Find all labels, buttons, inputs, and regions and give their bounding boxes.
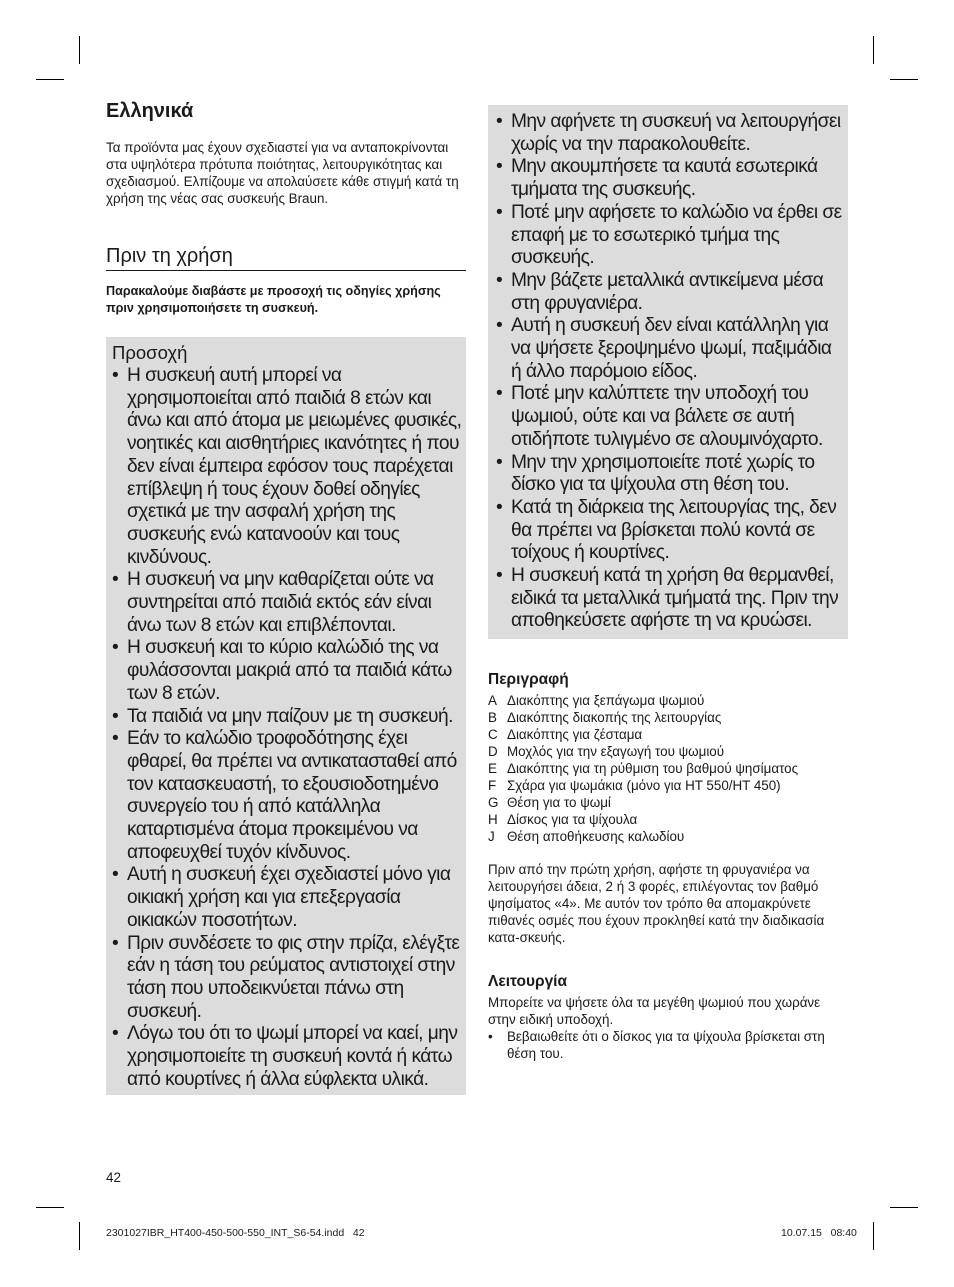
language-heading: Ελληνικά <box>106 100 194 122</box>
crop-mark <box>79 1222 80 1250</box>
operation-list <box>488 1028 848 1062</box>
description-item <box>488 828 848 845</box>
description-item <box>488 726 848 743</box>
description-item <box>488 811 848 828</box>
footer-timestamp: 10.07.15 08:40 <box>781 1227 857 1239</box>
warning-item: • Πριν συνδέσετε το φις στην πρίζα, ελέγξτε εάν η τάση του ρεύματος αντιστοιχεί στην τάση που υποδεικνύεται πάνω στη συσκευή. <box>112 933 462 1024</box>
warning-item: • Αυτή η συσκευή δεν είναι κατάλληλη για να ψήσετε ξεροψημένο ψωμί, παξιμάδια ή άλλο παρόμοιο είδος. <box>496 315 842 383</box>
warning-item: • Εάν το καλώδιο τροφοδότησης έχει φθαρεί, θα πρέπει να αντικατασταθεί από τον κατασκευαστή, το εξουσιοδοτημένο συνεργείο του ή από κατάλληλα καταρτισμένα άτομα προκειμένου να αποφευχθεί τυχόν κίνδυνος. <box>112 728 462 864</box>
warning-item: • Λόγω του ότι το ψωμί μπορεί να καεί, μην χρησιμοποιείτε τη συσκευή κοντά ή κάτω από κουρτίνες ή άλλα εύφλεκτα υλικά. <box>112 1023 462 1091</box>
crop-mark <box>890 1207 918 1208</box>
item-text: Δίσκος για τα ψίχουλα <box>507 812 638 828</box>
item-letter: C <box>488 727 498 743</box>
warning-list <box>112 365 462 1092</box>
warning-item: • Μην ακουμπήσετε τα καυτά εσωτερικά τμήματα της συσκευής. <box>496 156 842 201</box>
description-title: Περιγραφή <box>488 671 569 689</box>
right-column <box>488 105 848 1062</box>
operation-paragraph: Μπορείτε να ψήσετε όλα τα μεγέθη ψωμιού που χωράνε στην ειδική υποδοχή. <box>488 995 821 1028</box>
warning-item: • Κατά τη διάρκεια της λειτουργίας της, δεν θα πρέπει να βρίσκεται πολύ κοντά σε τοίχους ή κουρτίνες. <box>496 497 842 565</box>
item-letter: E <box>488 761 497 777</box>
item-letter: F <box>488 778 497 794</box>
description-item <box>488 709 848 726</box>
warning-item: • Η συσκευή να μην καθαρίζεται ούτε να συντηρείται από παιδιά εκτός εάν είναι άνω των 8 ετών και επιβλέπονται. <box>112 569 462 637</box>
first-use-paragraph: Πριν από την πρώτη χρήση, αφήστε τη φρυγανιέρα να λειτουργήσει άδεια, 2 ή 3 φορές, επιλέγοντας τον βαθμό ψησίματος «4». Με αυτόν τον τρόπο θα απομακρύνετε πιθανές οσμές που έχουν προκληθεί κατά την διαδικασία κατα-σκευής. <box>488 862 825 946</box>
warning-list-continued <box>496 111 842 633</box>
item-letter: D <box>488 744 498 760</box>
item-letter: G <box>488 795 499 811</box>
operation-section <box>488 973 848 1062</box>
warning-item: • Ποτέ μην καλύπτετε την υποδοχή του ψωμιού, ούτε και να βάλετε σε αυτή οτιδήποτε τυλιγμένο σε αλουμινόχαρτο. <box>496 383 842 451</box>
description-item <box>488 760 848 777</box>
warning-item: • Ποτέ μην αφήσετε το καλώδιο να έρθει σε επαφή με το εσωτερικό τμήμα της συσκευής. <box>496 202 842 270</box>
crop-mark <box>36 1207 64 1208</box>
warning-title: Προσοχή <box>112 342 188 363</box>
crop-mark <box>36 79 64 80</box>
item-text: Θέση αποθήκευσης καλωδίου <box>507 829 685 845</box>
warning-item: • Τα παιδιά να μην παίζουν με τη συσκευή. <box>112 706 462 729</box>
warning-item: • Μην αφήνετε τη συσκευή να λειτουργήσει χωρίς να την παρακολουθείτε. <box>496 111 842 156</box>
operation-title: Λειτουργία <box>488 973 568 991</box>
warning-item: • Η συσκευή κατά τη χρήση θα θερμανθεί, ειδικά τα μεταλλικά τμήματά της. Πριν την αποθηκεύσετε αφήστε τη να κρυώσει. <box>496 565 842 633</box>
page-number: 42 <box>106 1170 121 1185</box>
section-title-before-use: Πριν τη χρήση <box>106 245 466 271</box>
warning-item: • Μην την χρησιμοποιείτε ποτέ χωρίς το δίσκο για τα ψίχουλα στη θέση του. <box>496 452 842 497</box>
item-text: Διακόπτης για τη ρύθμιση του βαθμού ψησίματος <box>507 761 799 777</box>
item-text: Σχάρα για ψωμάκια (μόνο για HT 550/HT 450) <box>507 778 781 794</box>
crop-mark <box>873 36 874 64</box>
read-instructions-note: Παρακαλούμε διαβάστε με προσοχή τις οδηγίες χρήσης πριν χρησιμοποιήσετε τη συσκευή. <box>106 284 441 315</box>
description-item <box>488 692 848 709</box>
crop-mark <box>79 36 80 64</box>
footer-file-info: 2301027IBR_HT400-450-500-550_INT_S6-54.indd 42 <box>106 1227 365 1239</box>
item-letter: H <box>488 812 498 828</box>
intro-paragraph: Τα προϊόντα μας έχουν σχεδιαστεί για να ανταποκρίνονται στα υψηλότερα πρότυπα ποιότητας, λειτουργικότητας και σχεδιασμού. Ελπίζουμε να απολαύσετε κάθε στιγμή κατά τη χρήση της νέας σας συσκευής Braun. <box>106 140 459 206</box>
warning-item: • Η συσκευή και το κύριο καλώδιό της να φυλάσσονται μακριά από τα παιδιά κάτω των 8 ετών. <box>112 637 462 705</box>
item-text: Θέση για το ψωμί <box>507 795 611 811</box>
item-text: Διακόπτης διακοπής της λειτουργίας <box>507 710 722 726</box>
warning-item: • Αυτή η συσκευή έχει σχεδιαστεί μόνο για οικιακή χρήση και για επεξεργασία οικιακών ποσοτήτων. <box>112 864 462 932</box>
description-list <box>488 692 848 845</box>
left-column <box>106 100 466 1095</box>
description-item <box>488 794 848 811</box>
crop-mark <box>873 1222 874 1250</box>
crop-mark <box>890 79 918 80</box>
item-text: Μοχλός για την εξαγωγή του ψωμιού <box>507 744 725 760</box>
item-text: Διακόπτης για ξεπάγωμα ψωμιού <box>507 693 705 709</box>
description-section <box>488 671 848 845</box>
operation-item: • Βεβαιωθείτε ότι ο δίσκος για τα ψίχουλα βρίσκεται στη θέση του. <box>488 1028 848 1062</box>
warning-item: • Η συσκευή αυτή μπορεί να χρησιμοποιείται από παιδιά 8 ετών και άνω και από άτομα με μειωμένες φυσικές, νοητικές και αισθητήριες ικανότητες ή που δεν είναι έμπειρα εφόσον τους παρέχεται επίβλεψη ή τους έχουν δοθεί οδηγίες σχετικά με την ασφαλή χρήση της συσκευής ενώ κατανοούν και τους κινδύνους. <box>112 365 462 569</box>
description-item <box>488 743 848 760</box>
warning-box-continued <box>488 105 848 639</box>
item-letter: B <box>488 710 497 726</box>
item-text: Διακόπτης για ζέσταμα <box>507 727 643 743</box>
description-item <box>488 777 848 794</box>
warning-item: • Μην βάζετε μεταλλικά αντικείμενα μέσα στη φρυγανιέρα. <box>496 270 842 315</box>
item-letter: J <box>488 829 495 845</box>
item-letter: A <box>488 693 497 709</box>
warning-box <box>106 337 466 1095</box>
